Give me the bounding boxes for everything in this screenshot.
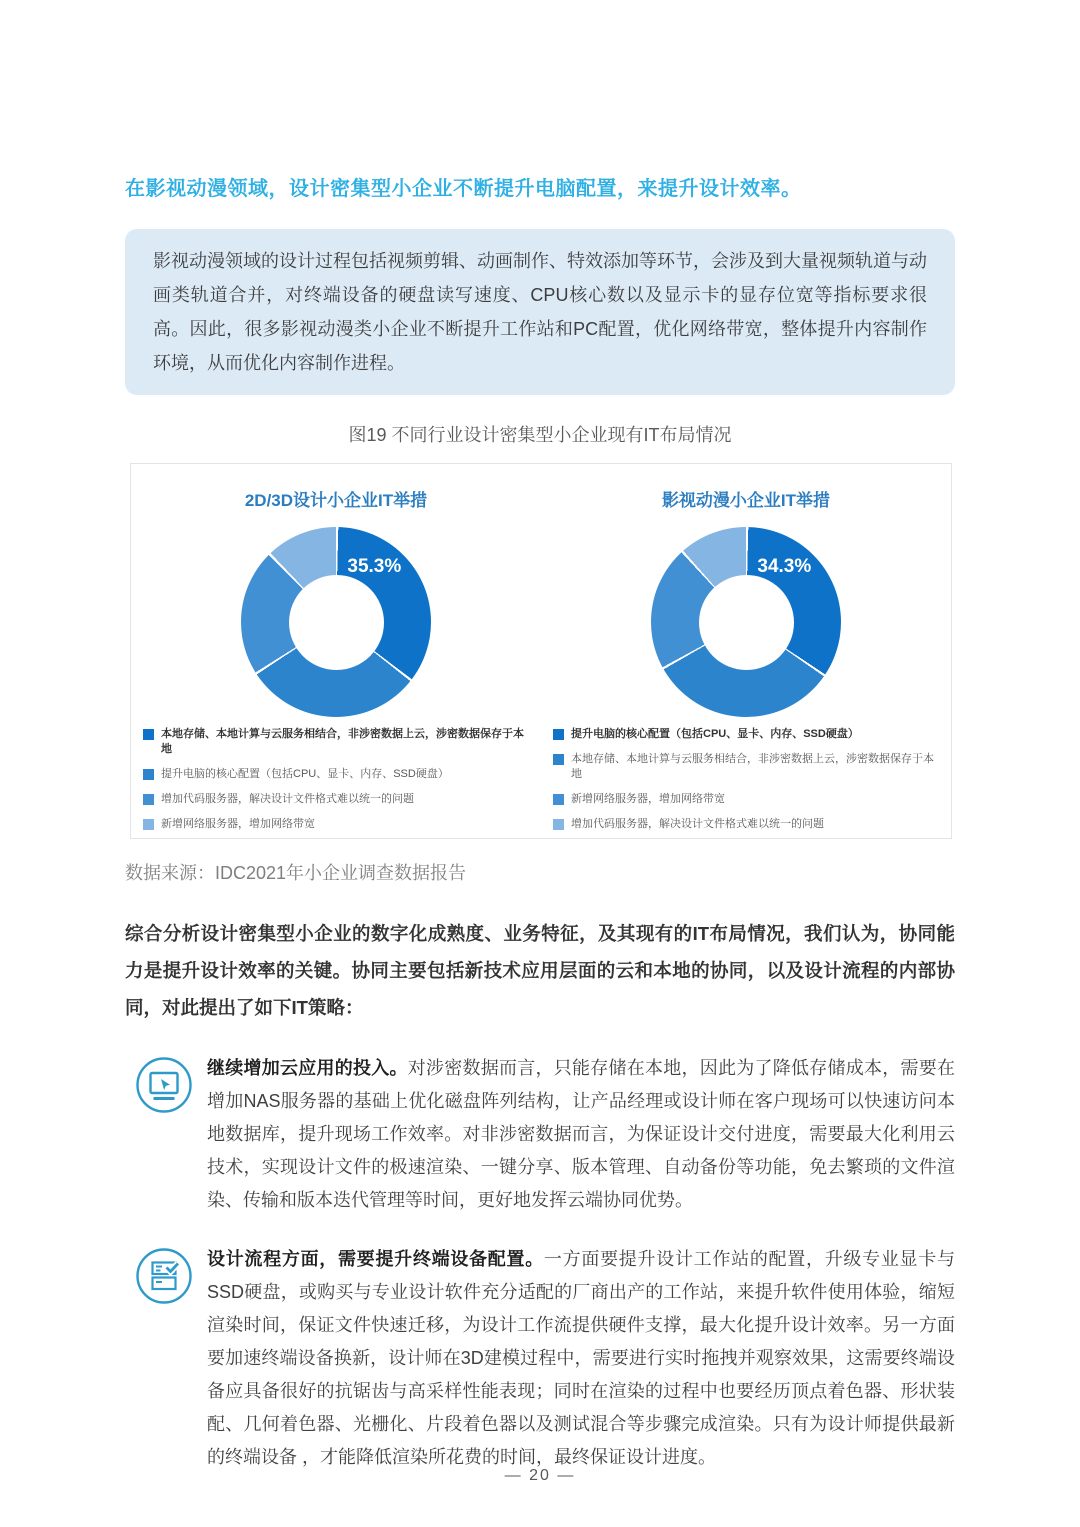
data-source: 数据来源：IDC2021年小企业调查数据报告 [125, 863, 467, 883]
section-heading: 在影视动漫领域，设计密集型小企业不断提升电脑配置，来提升设计效率。 [125, 178, 802, 200]
chart-title: 2D/3D设计小企业IT举措 [244, 491, 428, 510]
page-number: — 20 — [504, 1467, 576, 1484]
legend-label: 本地存储、本地计算与云服务相结合，非涉密数据上云，涉密数据保存于本地 [161, 728, 524, 755]
legend-item [553, 817, 941, 832]
strategy-paragraph [207, 1243, 955, 1474]
figure-title: 图19 不同行业设计密集型小企业现有IT布局情况 [348, 425, 732, 445]
legend-swatch-icon [553, 794, 564, 805]
strategy-lead: 设计流程方面，需要提升终端设备配置。 [207, 1249, 544, 1269]
legend-label: 本地存储、本地计算与云服务相结合，非涉密数据上云，涉密数据保存于本地 [571, 753, 934, 780]
server-check-icon [135, 1243, 193, 1474]
legend-swatch-icon [553, 819, 564, 830]
legend-swatch-icon [553, 729, 564, 740]
legend-swatch-icon [143, 769, 154, 780]
chart-legend [143, 727, 531, 832]
legend-label: 新增网络服务器，增加网络带宽 [161, 818, 315, 830]
legend-label: 增加代码服务器，解决设计文件格式难以统一的问题 [161, 793, 414, 805]
chart-title: 影视动漫小企业IT举措 [661, 491, 831, 510]
donut-hole [699, 575, 794, 670]
legend-item [143, 792, 531, 807]
analysis-paragraph: 综合分析设计密集型小企业的数字化成熟度、业务特征，及其现有的IT布局情况，我们认为，协同能力是提升设计效率的关键。协同主要包括新技术应用层面的云和本地的协同，以及设计流程的内部协同，对此提出了如下IT策略： [125, 923, 955, 1018]
legend-item [143, 767, 531, 782]
chart-legend [553, 727, 941, 832]
highlight-box [125, 229, 955, 395]
donut-hole [289, 575, 384, 670]
legend-item [143, 727, 531, 757]
strategy-body: 一方面要提升设计工作站的配置，升级专业显卡与SSD硬盘，或购买与专业设计软件充分适配的厂商出产的工作站，来提升软件使用体验，缩短渲染时间，保证文件快速迁移，为设计工作流提供硬件支撑，最大化提升设计效率。另一方面要加速终端设备换新，设计师在3D建模过程中，需要进行实时拖拽并观察效果，这需要终端设备应具备很好的抗锯齿与高采样性能表现；同时在渲染的过程中也要经历顶点着色器、形状装配、几何着色器、光栅化、片段着色器以及测试混合等步骤完成渲染。只有为设计师提供最新的终端设备 ，才能降低渲染所花费的时间，最终保证设计进度。 [207, 1249, 955, 1467]
chart-film-animation [541, 486, 951, 838]
donut-label: 34.3% [757, 555, 812, 577]
donut-label: 35.3% [347, 555, 402, 577]
legend-label: 提升电脑的核心配置（包括CPU、显卡、内存、SSD硬盘） [161, 768, 449, 780]
legend-label: 提升电脑的核心配置（包括CPU、显卡、内存、SSD硬盘） [571, 728, 859, 740]
chart-2d3d-design [131, 486, 541, 838]
chart-panel [130, 463, 952, 839]
legend-swatch-icon [553, 754, 564, 765]
legend-label: 新增网络服务器，增加网络带宽 [571, 793, 725, 805]
legend-swatch-icon [143, 794, 154, 805]
donut-chart [651, 527, 841, 717]
legend-label: 增加代码服务器，解决设计文件格式难以统一的问题 [571, 818, 824, 830]
strategy-paragraph [207, 1052, 955, 1217]
strategy-body: 对涉密数据而言，只能存储在本地，因此为了降低存储成本，需要在增加NAS服务器的基础上优化磁盘阵列结构，让产品经理或设计师在客户现场可以快速访问本地数据库，提升现场工作效率。对非涉密数据而言，为保证设计交付进度，需要最大化利用云技术，实现设计文件的极速渲染、一键分享、版本管理、自动备份等功能，免去繁琐的文件渲染、传输和版本迭代管理等时间，更好地发挥云端协同优势。 [207, 1058, 955, 1210]
monitor-cursor-icon [135, 1052, 193, 1217]
legend-swatch-icon [143, 819, 154, 830]
donut-chart [241, 527, 431, 717]
strategy-lead: 继续增加云应用的投入。 [207, 1058, 408, 1078]
legend-item [143, 817, 531, 832]
legend-item [553, 752, 941, 782]
strategy-item-cloud [135, 1052, 955, 1217]
highlight-text: 影视动漫领域的设计过程包括视频剪辑、动画制作、特效添加等环节，会涉及到大量视频轨道与动画类轨道合并，对终端设备的硬盘读写速度、CPU核心数以及显示卡的显存位宽等指标要求很高。因此，很多影视动漫类小企业不断提升工作站和PC配置，优化网络带宽，整体提升内容制作环境，从而优化内容制作进程。 [153, 251, 927, 373]
strategy-item-device [135, 1243, 955, 1474]
legend-item [553, 792, 941, 807]
legend-swatch-icon [143, 729, 154, 740]
legend-item [553, 727, 941, 742]
